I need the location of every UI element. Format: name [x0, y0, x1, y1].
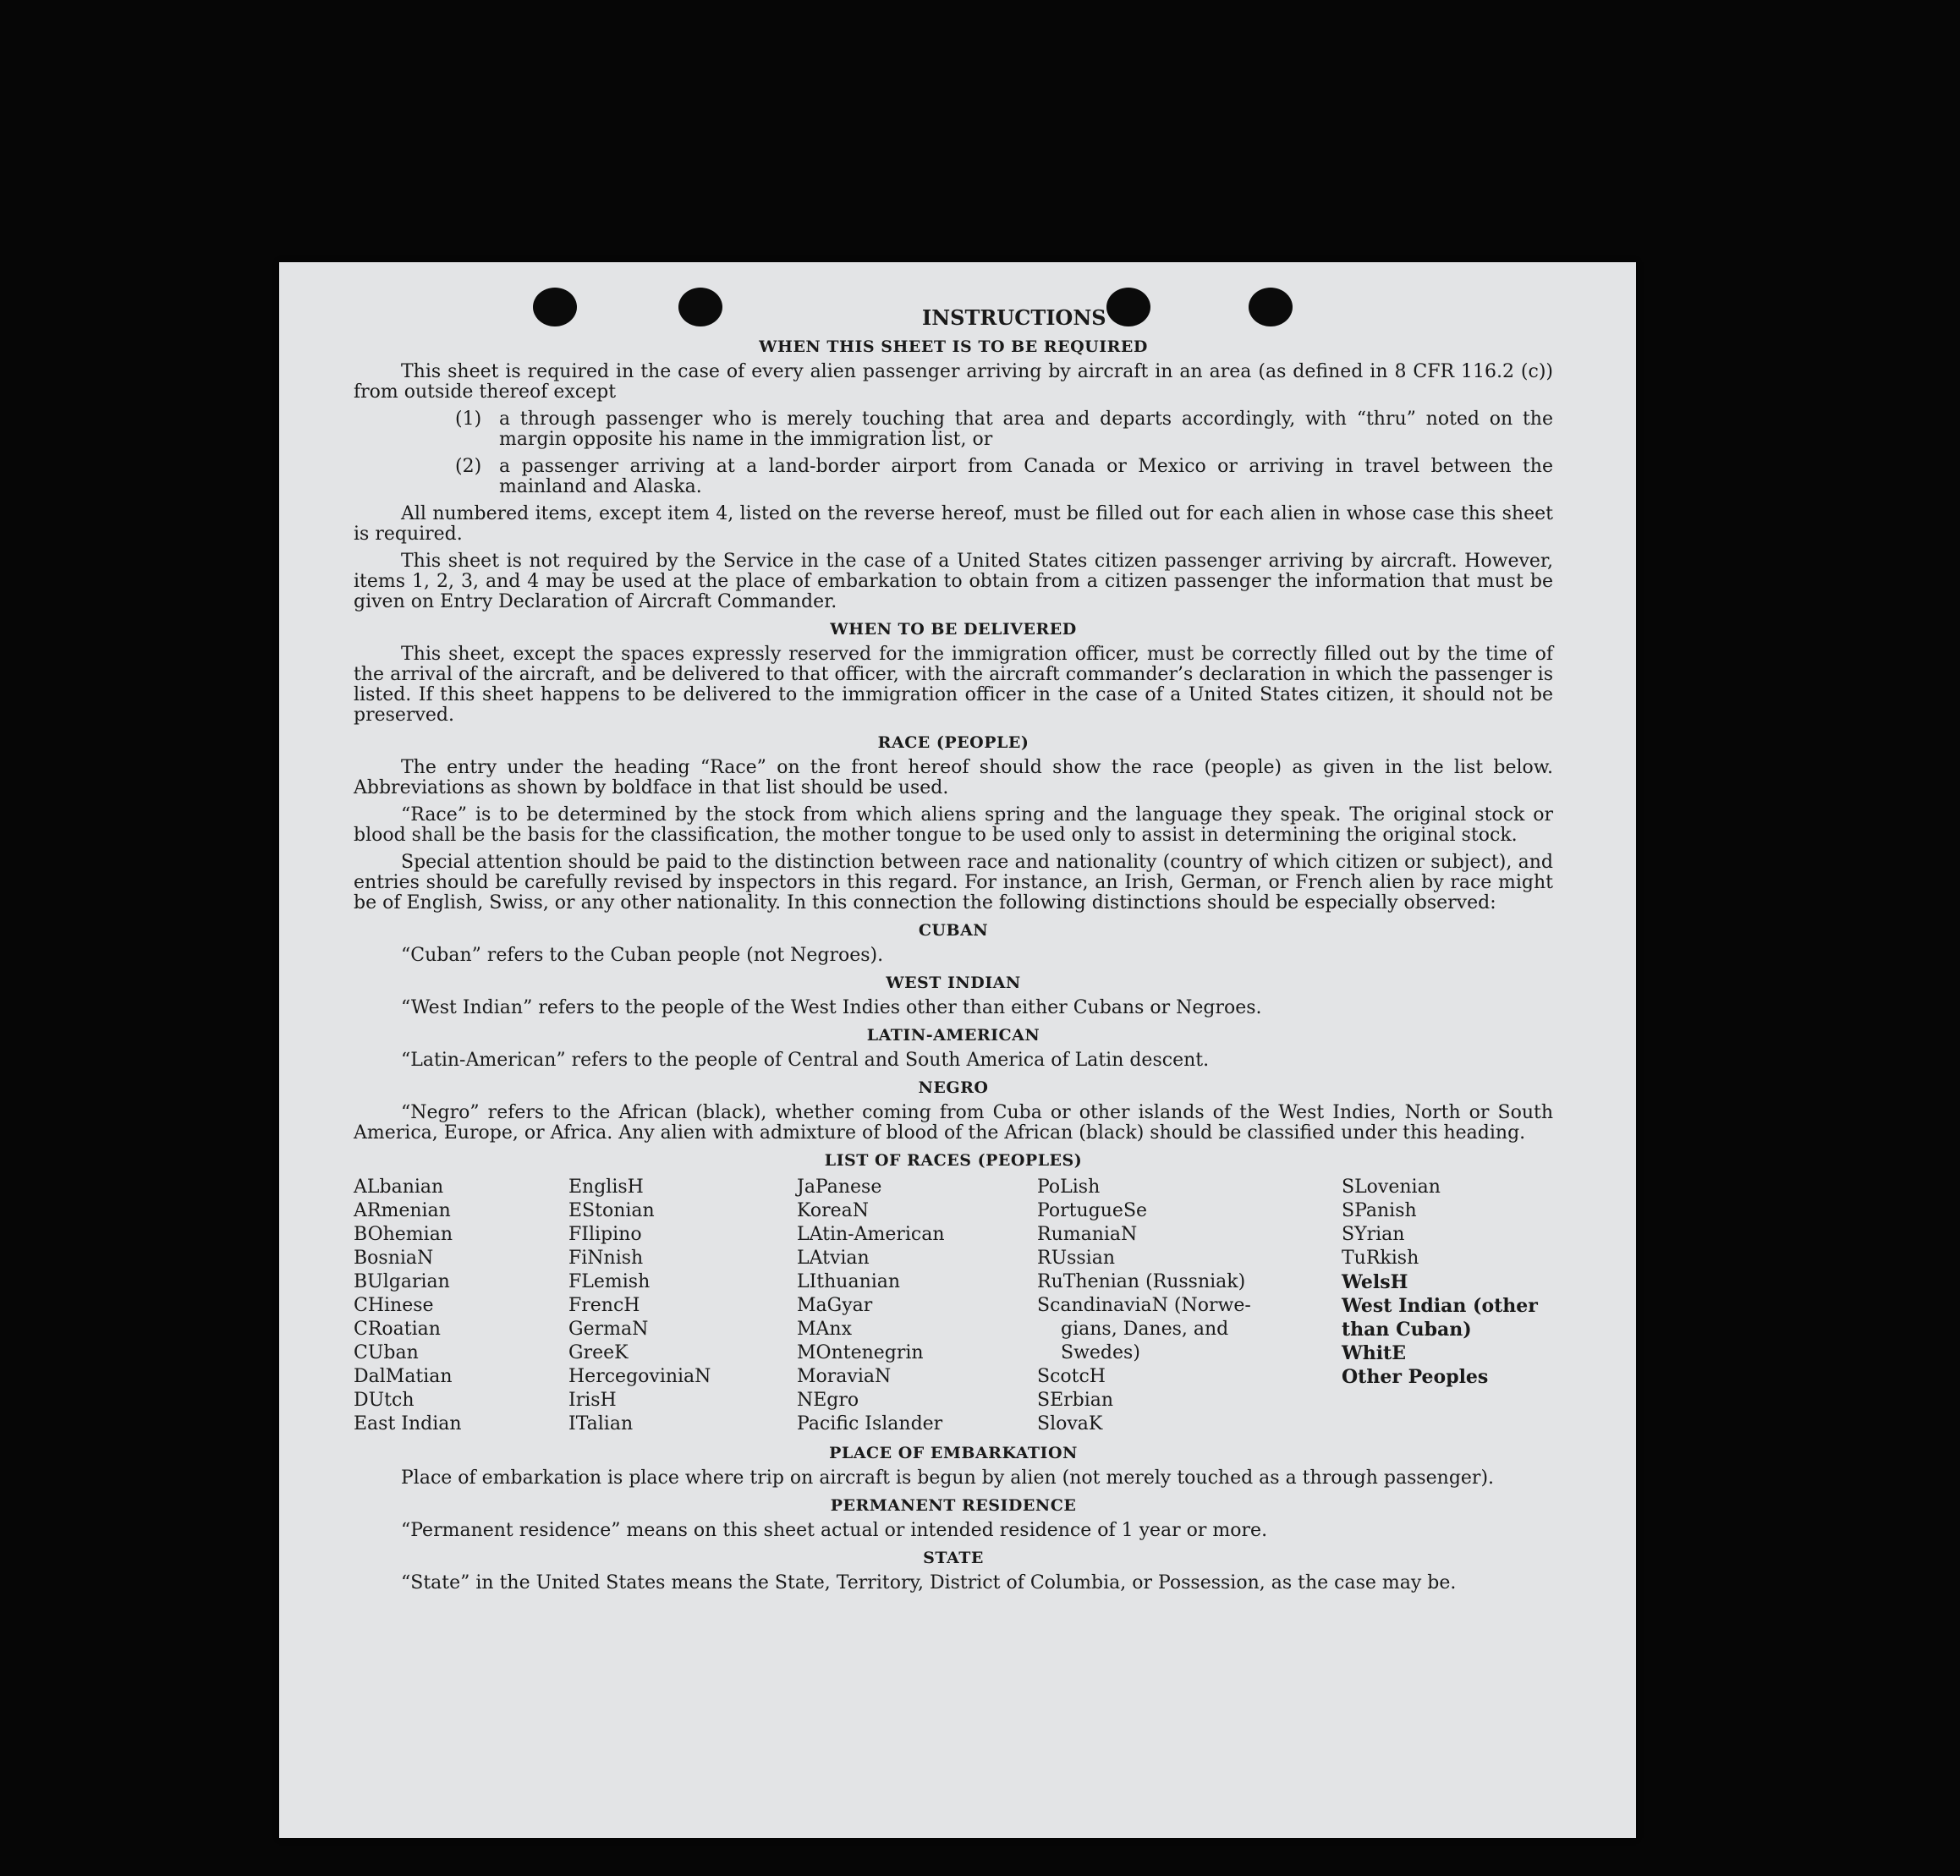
race-entry: MoraviaN: [797, 1366, 892, 1387]
race-para2: “Race” is to be determined by the stock from which aliens spring and the language they speak. The original stock or blood shall be the basis for the classification, the mother tongue to be used only to assist in determining the original stock.: [354, 804, 1553, 846]
race-column-4: [1037, 1176, 1342, 1436]
race-entry: ARmenian: [354, 1200, 451, 1221]
race-entry: LIthuanian: [797, 1271, 901, 1292]
race-entry: LAtvian: [797, 1248, 870, 1269]
document-title: INSTRUCTIONS: [922, 305, 1106, 330]
race-entry: EStonian: [568, 1200, 655, 1221]
exception-item-2: [354, 457, 1553, 497]
document-sheet: [279, 262, 1636, 1838]
race-entry: TuRkish: [1342, 1248, 1419, 1269]
document-body: [354, 306, 1553, 1600]
race-entry: WelsH: [1342, 1271, 1408, 1293]
race-entry: CUban: [354, 1342, 419, 1363]
item-text: a passenger arriving at a land-border airport from Canada or Mexico or arriving in travel between the mainland and Alaska.: [499, 456, 1553, 497]
race-entry: FIlipino: [568, 1224, 642, 1245]
race-entry: FLemish: [568, 1271, 651, 1292]
race-entry: RumaniaN: [1037, 1224, 1138, 1245]
negro-text: “Negro” refers to the African (black), whether coming from Cuba or other islands of the West Indies, North or South America, Europe, or Africa. Any alien with admixture of blood of the African (black) should be classified under this heading.: [354, 1102, 1553, 1144]
exception-item-1: [354, 409, 1553, 450]
item-number: (1): [455, 409, 482, 430]
race-entry: FiNnish: [568, 1248, 644, 1269]
race-entry: EnglisH: [568, 1177, 644, 1198]
heading-west-indian: WEST INDIAN: [886, 974, 1021, 992]
heading-permanent-residence: PERMANENT RESIDENCE: [830, 1496, 1077, 1515]
latin-american-text: “Latin-American” refers to the people of Central and South America of Latin descent.: [401, 1050, 1210, 1071]
race-entry: CRoatian: [354, 1319, 441, 1340]
race-entry: RuThenian (Russniak): [1037, 1271, 1246, 1292]
race-entry: GreeK: [568, 1342, 629, 1363]
heading-when-delivered: WHEN TO BE DELIVERED: [830, 620, 1077, 639]
race-entry: PortugueSe: [1037, 1200, 1148, 1221]
race-entry: KoreaN: [797, 1200, 869, 1221]
race-column-3: [797, 1176, 1037, 1436]
heading-when-required: WHEN THIS SHEET IS TO BE REQUIRED: [759, 337, 1148, 356]
race-entry: DUtch: [354, 1390, 415, 1411]
race-entry: HercegoviniaN: [568, 1366, 711, 1387]
residence-text: “Permanent residence” means on this sheet actual or intended residence of 1 year or more.: [401, 1520, 1268, 1541]
race-entry: ScandinaviaN (Norwe-: [1037, 1295, 1251, 1316]
item-text: a through passenger who is merely touching that area and departs accordingly, with “thru” noted on the margin opposite his name in the immigration list, or: [499, 409, 1553, 450]
race-entry: ScotcH: [1037, 1366, 1106, 1387]
race-entry: ALbanian: [354, 1177, 444, 1198]
race-entry: WhitE: [1342, 1342, 1406, 1364]
race-entry: SPanish: [1342, 1200, 1417, 1221]
when-delivered-text: This sheet, except the spaces expressly reserved for the immigration officer, must be correctly filled out by the time of the arrival of the aircraft, and be delivered to that officer, with the aircraft commander’s declaration in which the passenger is listed. If this sheet happens to be delivered to the immigration officer in the case of a United States citizen, it should not be preserved.: [354, 644, 1553, 726]
heading-state: STATE: [923, 1549, 984, 1567]
item-number: (2): [455, 456, 482, 477]
race-entry: Pacific Islander: [797, 1413, 943, 1434]
race-entry: IrisH: [568, 1390, 617, 1411]
when-required-para2: All numbered items, except item 4, listed on the reverse hereof, must be filled out for each alien in whose case this sheet is required.: [354, 503, 1553, 545]
race-entry-continued: than Cuban): [1342, 1319, 1472, 1341]
race-column-5: [1342, 1176, 1553, 1436]
race-entry: Other Peoples: [1342, 1366, 1489, 1388]
race-entry: BUlgarian: [354, 1271, 450, 1292]
race-list: [354, 1176, 1553, 1436]
race-entry: DalMatian: [354, 1366, 453, 1387]
race-entry-continued: Swedes): [1061, 1342, 1140, 1363]
when-required-intro: This sheet is required in the case of every alien passenger arriving by aircraft in an area (as defined in 8 CFR 116.2 (c)) from outside thereof except: [354, 361, 1553, 403]
race-entry: SErbian: [1037, 1390, 1114, 1411]
race-column-1: [354, 1176, 568, 1436]
race-para3: Special attention should be paid to the distinction between race and nationality (country of which citizen or subject), and entries should be carefully revised by inspectors in this regard. For instance, an Irish, German, or French alien by race might be of English, Swiss, or any other nationality. In this connection the following distinctions should be especially observed:: [354, 852, 1553, 913]
race-entry: ITalian: [568, 1413, 634, 1434]
race-column-2: [568, 1176, 797, 1436]
race-entry: SYrian: [1342, 1224, 1405, 1245]
heading-embarkation: PLACE OF EMBARKATION: [829, 1444, 1078, 1462]
race-entry: MaGyar: [797, 1295, 873, 1316]
race-entry: RUssian: [1037, 1248, 1116, 1269]
race-entry: East Indian: [354, 1413, 462, 1434]
race-entry: NEgro: [797, 1390, 859, 1411]
race-entry: JaPanese: [797, 1177, 882, 1198]
heading-race: RACE (PEOPLE): [877, 733, 1029, 752]
race-entry: LAtin-American: [797, 1224, 945, 1245]
race-entry: PoLish: [1037, 1177, 1101, 1198]
race-entry: SlovaK: [1037, 1413, 1103, 1434]
race-entry: GermaN: [568, 1319, 649, 1340]
cuban-text: “Cuban” refers to the Cuban people (not Negroes).: [401, 945, 884, 966]
race-entry-continued: gians, Danes, and: [1061, 1319, 1229, 1340]
heading-cuban: CUBAN: [918, 921, 989, 940]
race-para1: The entry under the heading “Race” on the front hereof should show the race (people) as given in the list below. Abbreviations as shown by boldface in that list should be used.: [354, 757, 1553, 798]
when-required-para3: This sheet is not required by the Service in the case of a United States citizen passenger arriving by aircraft. However, items 1, 2, 3, and 4 may be used at the place of embarkation to obtain from a citizen passenger the information that must be given on Entry Declaration of Aircraft Commander.: [354, 551, 1553, 612]
race-entry: BosniaN: [354, 1248, 434, 1269]
heading-negro: NEGRO: [918, 1078, 989, 1097]
race-entry: BOhemian: [354, 1224, 453, 1245]
race-entry: CHinese: [354, 1295, 434, 1316]
west-indian-text: “West Indian” refers to the people of the West Indies other than either Cubans or Negroes.: [401, 997, 1262, 1018]
heading-list-of-races: LIST OF RACES (PEOPLES): [824, 1151, 1083, 1170]
race-entry: MAnx: [797, 1319, 852, 1340]
race-entry: FrencH: [568, 1295, 640, 1316]
race-entry: MOntenegrin: [797, 1342, 924, 1363]
state-text: “State” in the United States means the State, Territory, District of Columbia, or Possession, as the case may be.: [401, 1572, 1457, 1594]
heading-latin-american: LATIN-AMERICAN: [866, 1026, 1040, 1045]
race-entry: West Indian (other: [1342, 1295, 1538, 1317]
embarkation-text: Place of embarkation is place where trip on aircraft is begun by alien (not merely touched as a through passenger).: [401, 1467, 1495, 1489]
race-entry: SLovenian: [1342, 1177, 1441, 1198]
